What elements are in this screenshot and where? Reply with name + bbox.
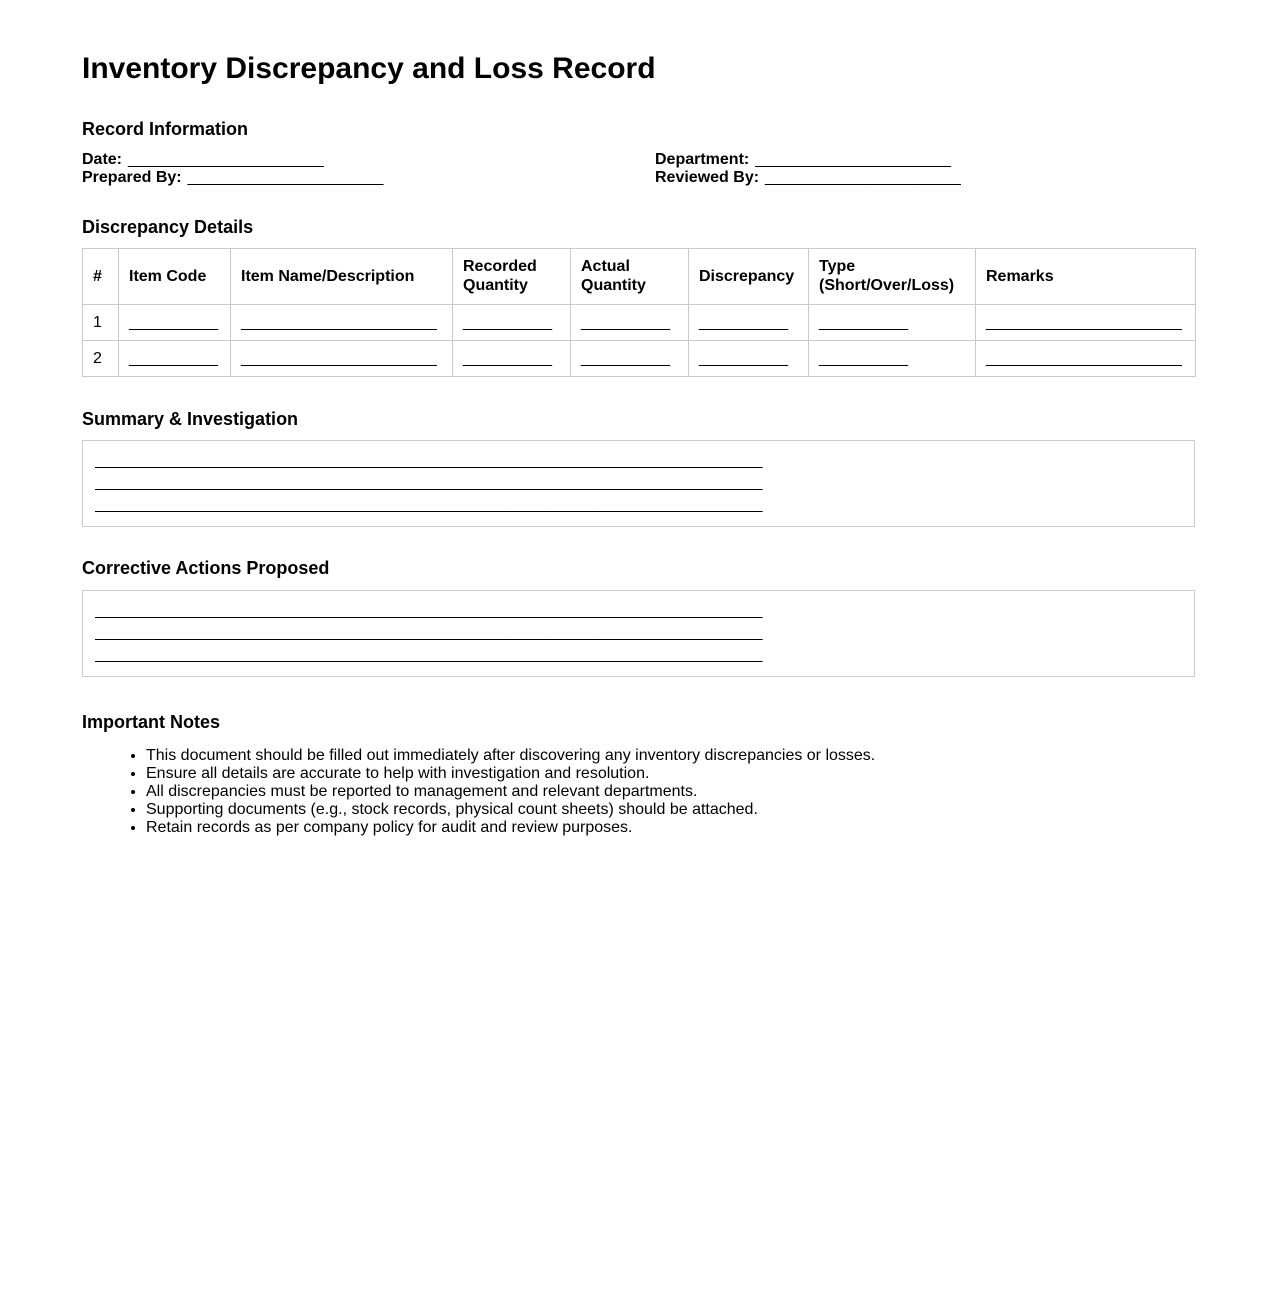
department-field [655, 151, 1195, 169]
col-header-remarks: Remarks [976, 249, 1196, 304]
row-number: 2 [83, 340, 119, 376]
item-name-blank: ______________________ [231, 340, 453, 376]
remarks-blank: ______________________ [976, 304, 1196, 340]
record-info-right-column [655, 151, 1195, 187]
discrepancy-table [82, 248, 1196, 376]
actual-quantity-blank: __________ [571, 304, 689, 340]
corrective-actions-section [82, 558, 1195, 677]
row-number: 1 [83, 304, 119, 340]
col-header-number: # [83, 249, 119, 304]
date-field [82, 151, 655, 169]
discrepancy-blank: __________ [689, 340, 809, 376]
col-header-recorded-quantity: Recorded Quantity [453, 249, 571, 304]
write-line: ___________________________________________________________________________ [95, 645, 763, 663]
write-line: ___________________________________________________________________________ [95, 474, 763, 492]
note-item: • This document should be filled out immediately after discovering any inventory discrepancies or losses. [146, 747, 1195, 765]
discrepancy-details-section [82, 217, 1195, 377]
table-header-row [83, 249, 1196, 304]
note-item: • Ensure all details are accurate to help with investigation and resolution. [146, 765, 1195, 783]
recorded-quantity-blank: __________ [453, 304, 571, 340]
col-header-discrepancy: Discrepancy [689, 249, 809, 304]
note-item: • Retain records as per company policy for audit and review purposes. [146, 819, 1195, 837]
note-item: • All discrepancies must be reported to management and relevant departments. [146, 783, 1195, 801]
prepared-by-label: Prepared By: [82, 168, 182, 186]
important-notes-list [82, 747, 1195, 837]
discrepancy-details-heading: Discrepancy Details [82, 216, 254, 237]
write-line: ___________________________________________________________________________ [95, 452, 763, 470]
write-line: ___________________________________________________________________________ [95, 623, 763, 641]
col-header-actual-quantity: Actual Quantity [571, 249, 689, 304]
prepared-by-field [82, 169, 655, 187]
summary-investigation-section [82, 409, 1195, 528]
important-notes-heading: Important Notes [82, 711, 221, 732]
col-header-item-code: Item Code [119, 249, 231, 304]
reviewed-by-field [655, 169, 1195, 187]
item-code-blank: __________ [119, 340, 231, 376]
item-name-blank: ______________________ [231, 304, 453, 340]
page-title: Inventory Discrepancy and Loss Record [82, 52, 656, 85]
recorded-quantity-blank: __________ [453, 340, 571, 376]
record-information-heading: Record Information [82, 119, 249, 139]
important-notes-section [82, 712, 1195, 838]
document-content [82, 52, 1195, 837]
col-header-type: Type (Short/Over/Loss) [809, 249, 976, 304]
date-blank-line: ______________________ [128, 150, 324, 168]
note-item: • Supporting documents (e.g., stock records, physical count sheets) should be attached. [146, 801, 1195, 819]
table-row [83, 340, 1196, 376]
date-label: Date: [82, 150, 123, 168]
summary-investigation-heading: Summary & Investigation [82, 408, 299, 429]
corrective-actions-writing-box [82, 590, 1195, 677]
discrepancy-blank: __________ [689, 304, 809, 340]
remarks-blank: ______________________ [976, 340, 1196, 376]
department-label: Department: [655, 150, 750, 168]
type-blank: __________ [809, 340, 976, 376]
write-line: ___________________________________________________________________________ [95, 496, 763, 514]
record-information-section [82, 119, 1195, 187]
corrective-actions-heading: Corrective Actions Proposed [82, 558, 330, 579]
record-information-grid [82, 151, 1195, 187]
item-code-blank: __________ [119, 304, 231, 340]
reviewed-by-label: Reviewed By: [655, 168, 760, 186]
col-header-item-name: Item Name/Description [231, 249, 453, 304]
type-blank: __________ [809, 304, 976, 340]
prepared-by-blank-line: ______________________ [187, 168, 384, 186]
record-info-left-column [82, 151, 655, 187]
summary-writing-box [82, 440, 1195, 527]
actual-quantity-blank: __________ [571, 340, 689, 376]
table-row [83, 304, 1196, 340]
department-blank-line: ______________________ [755, 150, 951, 168]
reviewed-by-blank-line: ______________________ [765, 168, 961, 186]
write-line: ___________________________________________________________________________ [95, 601, 763, 619]
